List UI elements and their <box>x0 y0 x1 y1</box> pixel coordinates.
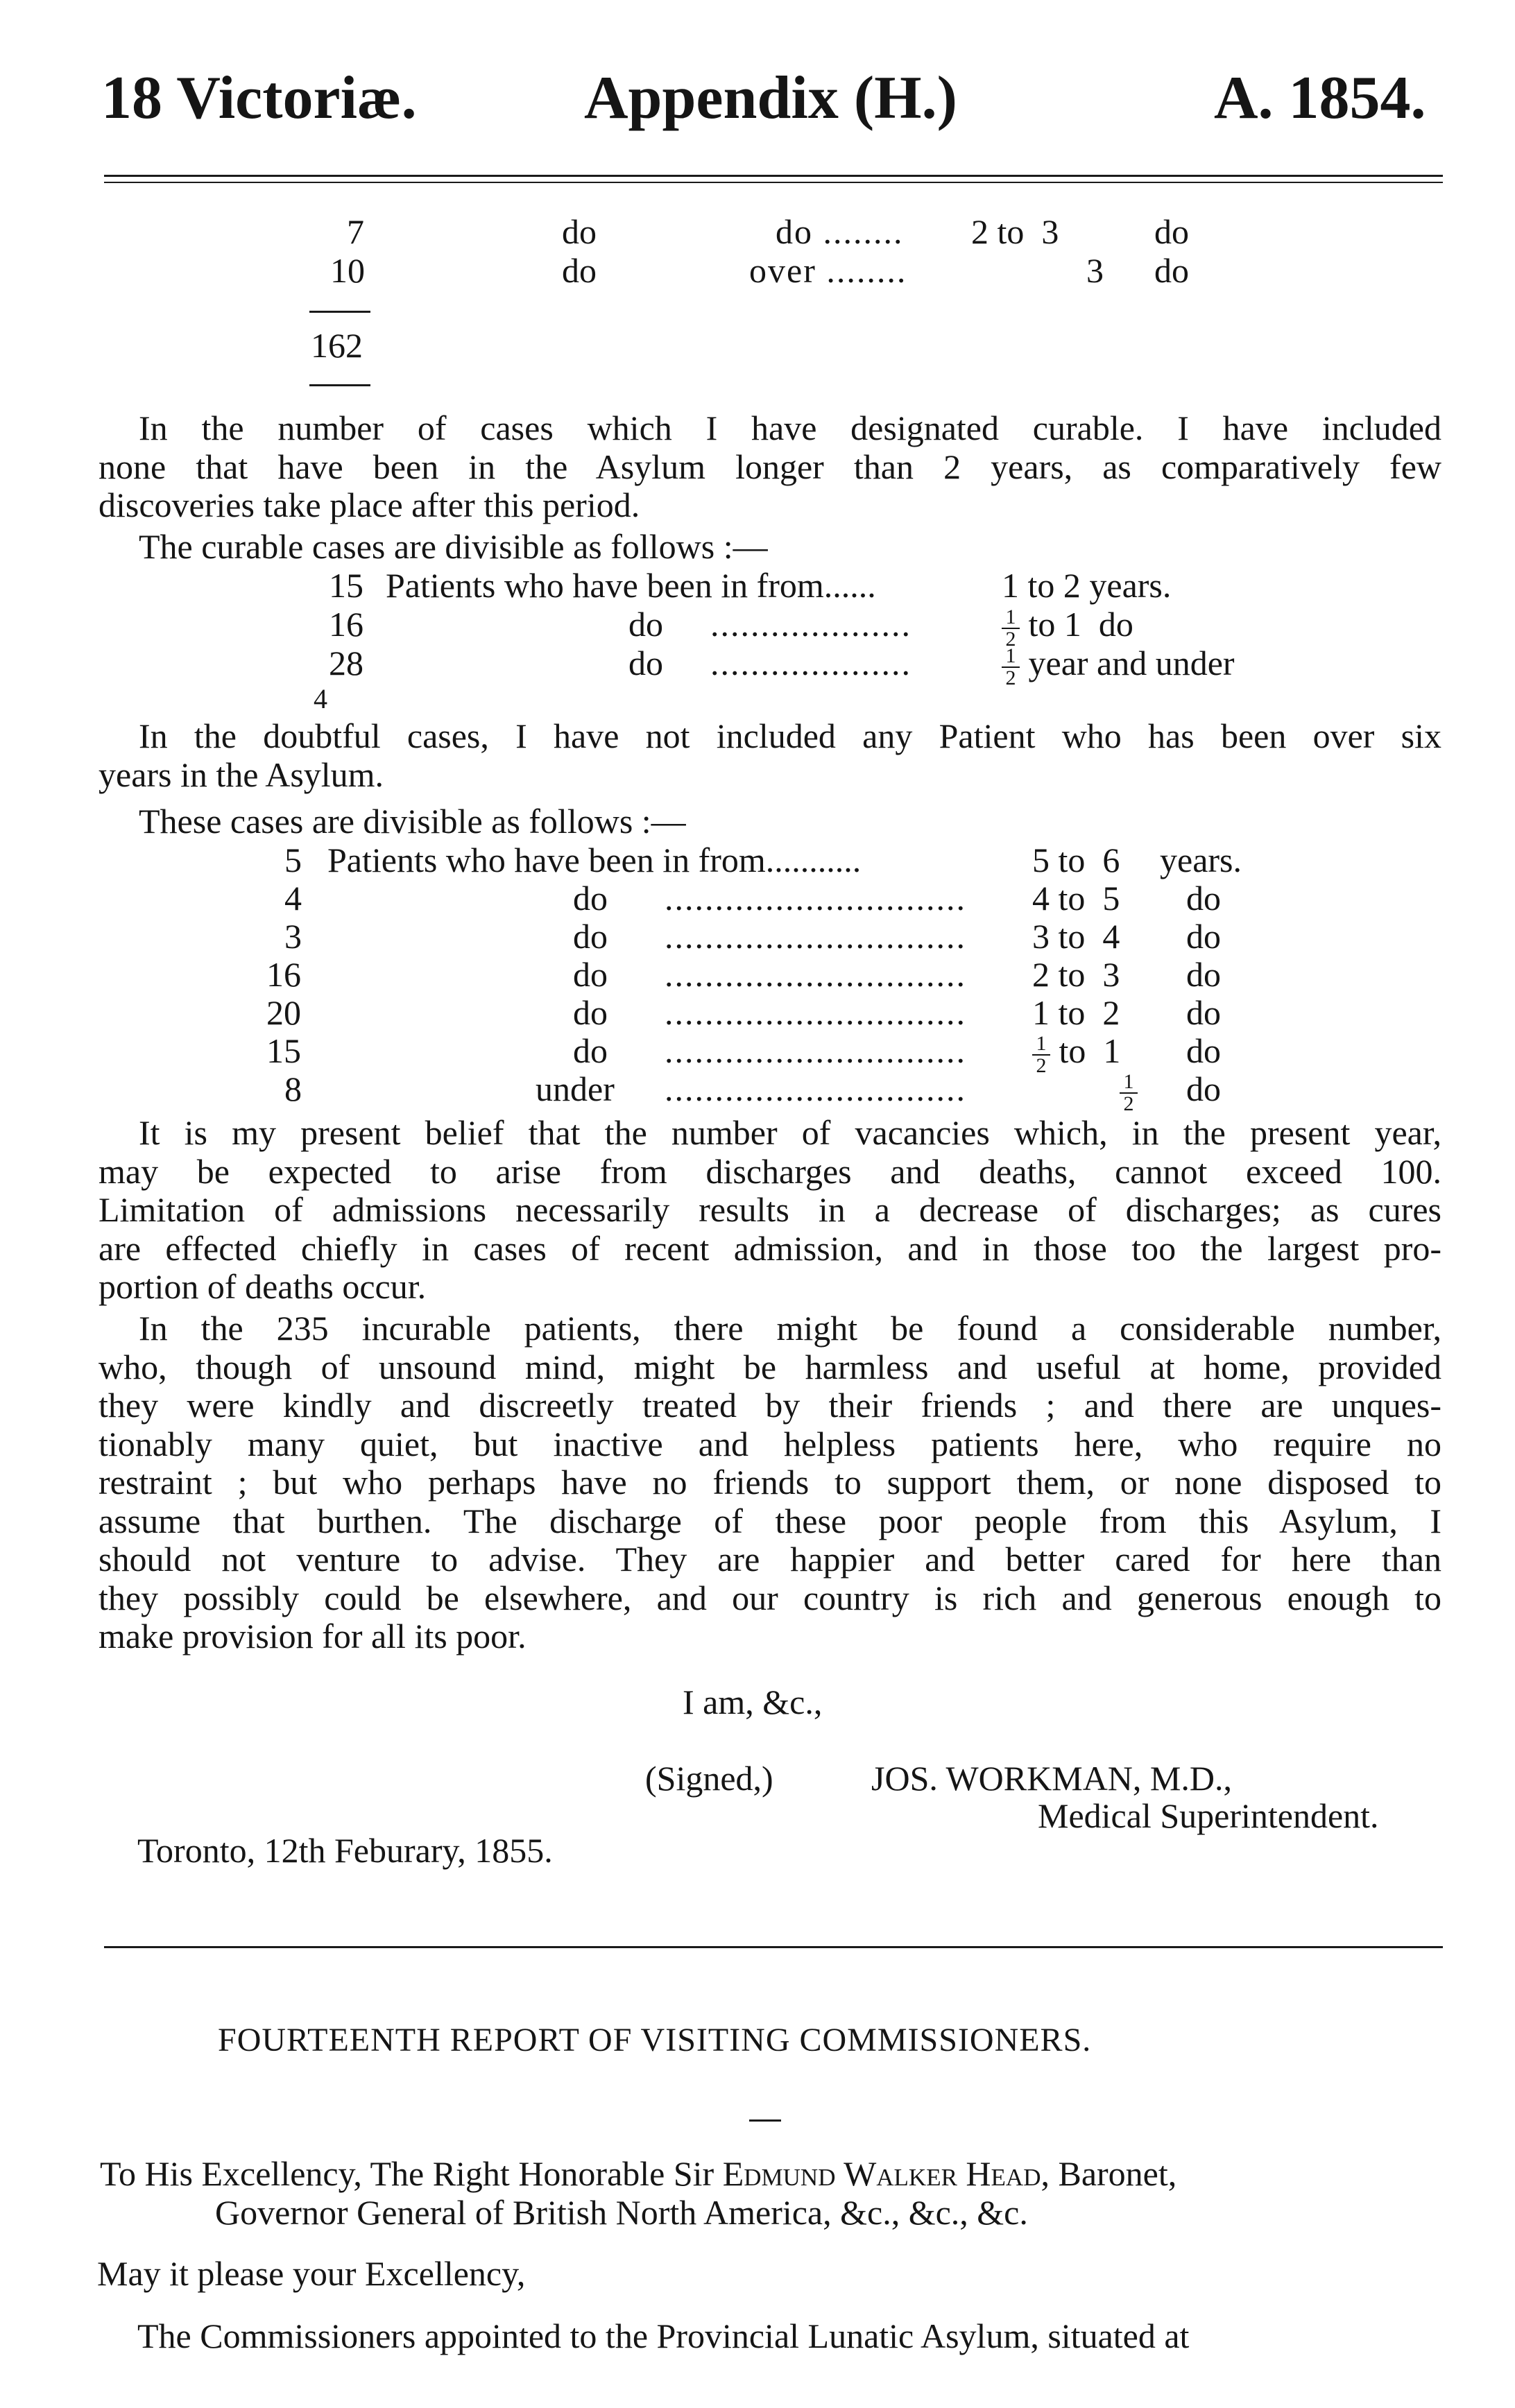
text-line: Limitation of admissions necessarily results in a decrease of discharges; as cures <box>99 1191 1441 1229</box>
fraction-half: $\frac{1}{2}$ <box>1032 1033 1050 1076</box>
text-line: may be expected to arise from discharges and deaths, cannot exceed 100. <box>99 1152 1441 1191</box>
text-line: are effected chiefly in cases of recent admission, and in those too the largest pro- <box>99 1229 1441 1268</box>
doubtful-label: Patients who have been in from........... <box>327 841 862 879</box>
doubtful-intro: These cases are divisible as follows :— <box>139 802 686 841</box>
text-line: In the number of cases which I have designated curable. I have included <box>139 409 1441 447</box>
text-line: assume that burthen. The discharge of these poor people from this Asylum, I <box>99 1502 1441 1540</box>
doubtful-range: 2 to 3 <box>1032 955 1120 994</box>
doubtful-count: 8 <box>284 1069 302 1108</box>
curable-label: do <box>628 605 663 644</box>
doubtful-count: 4 <box>284 879 302 918</box>
paragraph-vacancies <box>99 1114 1441 1307</box>
text-line: tionably many quiet, but inactive and helpless patients here, who require no <box>99 1425 1441 1463</box>
header-rule-top <box>104 175 1443 177</box>
total-rule-top <box>309 311 370 313</box>
doubtful-unit: do <box>1186 1069 1221 1108</box>
signer-title: Medical Superintendent. <box>1038 1796 1379 1835</box>
doubtful-range: 4 to 5 <box>1032 879 1120 918</box>
curable-count: 16 <box>329 605 363 644</box>
doubtful-label: do <box>573 993 608 1032</box>
address-line-1: To His Excellency, The Right Honorable Sir Edmund Walker Head, Baronet, <box>100 2154 1177 2193</box>
curable-range: $\frac{1}{2}$ year and under <box>1002 644 1235 689</box>
doubtful-count: 15 <box>266 1031 301 1070</box>
text-line: should not venture to advise. They are happier and better cared for here than <box>99 1540 1441 1579</box>
text-line: they were kindly and discreetly treated by their friends ; and there are unques- <box>99 1386 1441 1425</box>
doubtful-label: do <box>573 1031 608 1070</box>
doubtful-unit: years. <box>1160 841 1242 879</box>
doubtful-label: do <box>573 917 608 956</box>
text-line: none that have been in the Asylum longer than 2 years, as comparatively few <box>99 447 1441 486</box>
section-title: FOURTEENTH REPORT OF VISITING COMMISSIONERS. <box>218 2022 1092 2058</box>
doubtful-count: 20 <box>266 993 301 1032</box>
doubtful-unit: do <box>1186 1031 1221 1070</box>
doubtful-count: 16 <box>266 955 301 994</box>
stray-mark: 4 <box>314 683 327 714</box>
total-value: 162 <box>311 326 363 365</box>
top-row-c4: 3 <box>1086 251 1104 290</box>
top-row-c2: do <box>562 212 597 251</box>
header-right: A. 1854. <box>1214 64 1426 132</box>
text-line: make provision for all its poor. <box>99 1617 527 1656</box>
top-row-c5: do <box>1154 251 1189 290</box>
header-rule-bottom <box>104 182 1443 183</box>
top-row-c3: over ........ <box>749 251 907 290</box>
doubtful-unit: do <box>1186 955 1221 994</box>
doubtful-range: 3 to 4 <box>1032 917 1120 956</box>
doubtful-dots: .............................. <box>665 879 966 918</box>
text-line: It is my present belief that the number of vacancies which, in the present year, <box>139 1114 1441 1152</box>
doubtful-dots: .............................. <box>665 993 966 1032</box>
curable-label: do <box>628 644 663 682</box>
doubtful-count: 3 <box>284 917 302 956</box>
doubtful-range: 5 to 6 <box>1032 841 1120 879</box>
doubtful-range: 1 to 2 <box>1032 993 1120 1032</box>
doubtful-unit: do <box>1186 917 1221 956</box>
doubtful-label: do <box>573 955 608 994</box>
fraction-half: $\frac{1}{2}$ <box>1002 607 1020 650</box>
text-line: In the doubtful cases, I have not included any Patient who has been over six <box>139 717 1441 755</box>
curable-count: 15 <box>329 566 363 605</box>
doubtful-count: 5 <box>284 841 302 879</box>
text-line: restraint ; but who perhaps have no friends to support them, or none disposed to <box>99 1463 1441 1502</box>
address-line-2: Governor General of British North America, &c., &c., &c. <box>215 2193 1028 2232</box>
doubtful-dots: .............................. <box>665 1031 966 1070</box>
curable-dots: .................... <box>710 605 911 644</box>
salutation: May it please your Excellency, <box>97 2254 526 2293</box>
curable-range: $\frac{1}{2}$ to 1 do <box>1002 605 1133 650</box>
top-row-count: 7 <box>347 212 364 251</box>
closing: I am, &c., <box>683 1683 823 1721</box>
curable-label: Patients who have been in from...... <box>386 566 876 605</box>
section-rule <box>104 1946 1443 1948</box>
text-line: discoveries take place after this period. <box>99 486 640 524</box>
signer-name: JOS. WORKMAN, M.D., <box>871 1759 1232 1798</box>
doubtful-unit: do <box>1186 993 1221 1032</box>
curable-range: 1 to 2 years. <box>1002 566 1172 605</box>
top-row-c3: do ........ <box>776 212 904 251</box>
place-date: Toronto, 12th Feburary, 1855. <box>137 1831 553 1870</box>
fraction-half: $\frac{1}{2}$ <box>1002 646 1020 689</box>
signed-label: (Signed,) <box>645 1759 773 1798</box>
text-line: portion of deaths occur. <box>99 1268 427 1306</box>
header-center: Appendix (H.) <box>584 64 957 132</box>
doubtful-range: $\frac{1}{2}$ to 1 <box>1032 1031 1120 1076</box>
top-row-c4: 2 to 3 <box>971 212 1059 251</box>
text-line: In the 235 incurable patients, there might be found a considerable number, <box>139 1309 1441 1348</box>
address-name: Edmund Walker Head <box>722 2154 1041 2193</box>
curable-count: 28 <box>329 644 363 682</box>
header-left: 18 Victoriæ. <box>101 64 417 132</box>
final-line: The Commissioners appointed to the Provincial Lunatic Asylum, situated at <box>137 2316 1190 2355</box>
top-row-count: 10 <box>330 251 365 290</box>
paragraph-incurable <box>99 1309 1441 1656</box>
doubtful-range <box>1120 1069 1138 1115</box>
doubtful-label: under <box>536 1069 615 1108</box>
top-row-c5: do <box>1154 212 1189 251</box>
paragraph-doubtful-note <box>99 717 1441 794</box>
doubtful-unit: do <box>1186 879 1221 918</box>
paragraph-curable-note <box>99 409 1441 525</box>
total-rule-bottom <box>309 384 370 386</box>
curable-dots: .................... <box>710 644 911 682</box>
section-dash <box>749 2119 781 2122</box>
curable-intro: The curable cases are divisible as follows :— <box>139 527 768 566</box>
doubtful-dots: .............................. <box>665 955 966 994</box>
text-line: who, though of unsound mind, might be harmless and useful at home, provided <box>99 1348 1441 1386</box>
doubtful-dots: .............................. <box>665 917 966 956</box>
text-line: years in the Asylum. <box>99 755 384 794</box>
text-line: they possibly could be elsewhere, and our country is rich and generous enough to <box>99 1579 1441 1617</box>
doubtful-dots: .............................. <box>665 1069 966 1108</box>
doubtful-label: do <box>573 879 608 918</box>
fraction-half: $\frac{1}{2}$ <box>1120 1072 1138 1115</box>
top-row-c2: do <box>562 251 597 290</box>
